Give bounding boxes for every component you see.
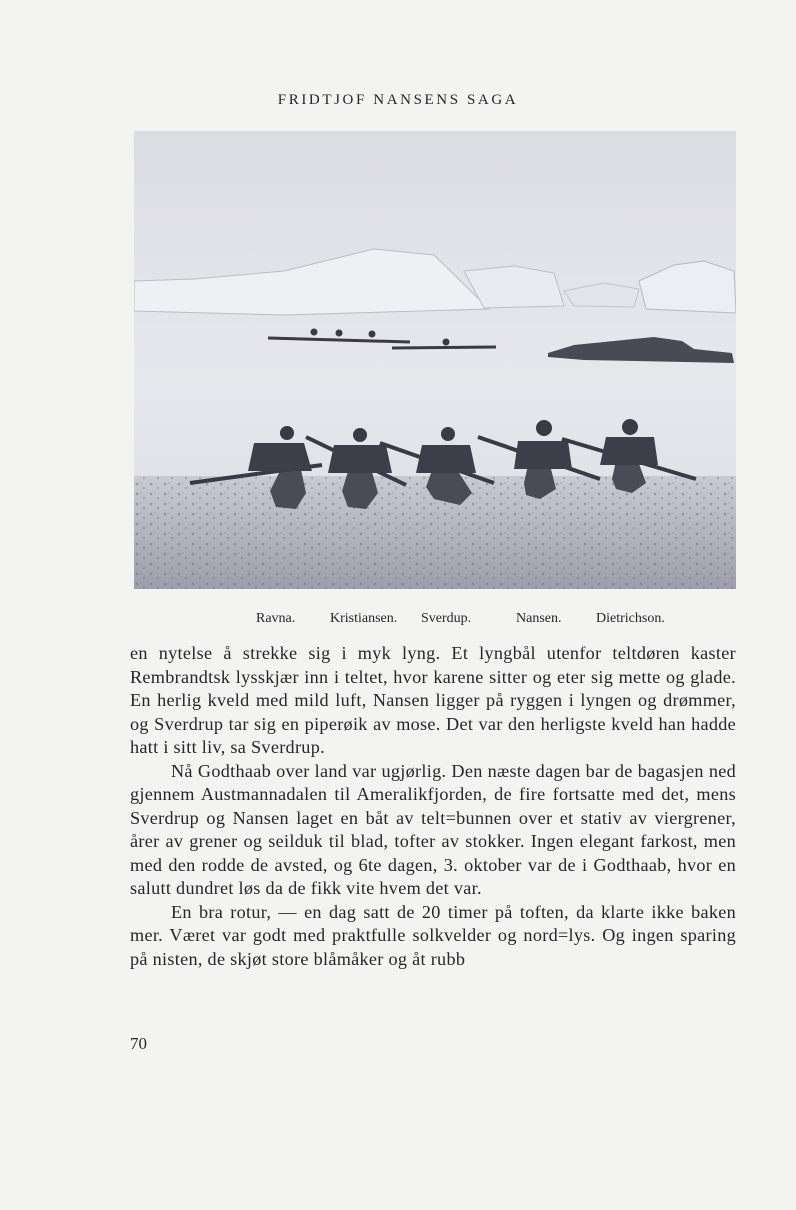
page-number: 70 xyxy=(130,1034,147,1053)
caption-name: Ravna. xyxy=(256,611,296,626)
photo-caption xyxy=(0,611,796,631)
paragraph: En bra rotur, — en dag satt de 20 timer på toften, da klarte ikke baken mer. Været var godt med praktfulle solkvelder og nord=lys. Og ingen sparing på nisten, de skjøt store blåmåker og åt rubb xyxy=(130,901,736,969)
photo-plate xyxy=(134,131,736,589)
caption-name: Dietrichson. xyxy=(596,611,665,626)
caption-name: Sverdup. xyxy=(421,611,472,626)
caption-name: Nansen. xyxy=(516,611,562,626)
running-head: FRIDTJOF NANSENS SAGA xyxy=(277,92,519,108)
caption-name: Kristiansen. xyxy=(330,611,398,626)
paragraph: en nytelse å strekke sig i myk lyng. Et lyngbål utenfor teltdøren kaster Rembrandtsk lysskjær inn i teltet, hvor karene sitter og eter sig mette og glade. En herlig kveld med mild luft, Nansen ligger på ryggen i lyngen og drømmer, og Sverdrup tar sig en piperøik av mose. Det var den herligste kveld han hadde hatt i sitt liv, sa Sverdrup. xyxy=(130,643,736,757)
kayak-photograph xyxy=(134,131,736,589)
paragraph: Nå Godthaab over land var ugjørlig. Den næste dagen bar de bagasjen ned gjennem Austmannadalen til Ameralikfjorden, de fire fortsatte med det, mens Sverdrup og Nansen laget en båt av telt=bunnen over et stativ av viergrener, årer av grener og seilduk til blad, tofter av stokker. Ingen elegant farkost, men med den rodde de avsted, og 6te dagen, 3. oktober var de i Godthaab, hvor en salutt dundret løs da de fikk vite hvem det var. xyxy=(130,760,736,898)
body-text xyxy=(130,642,736,971)
